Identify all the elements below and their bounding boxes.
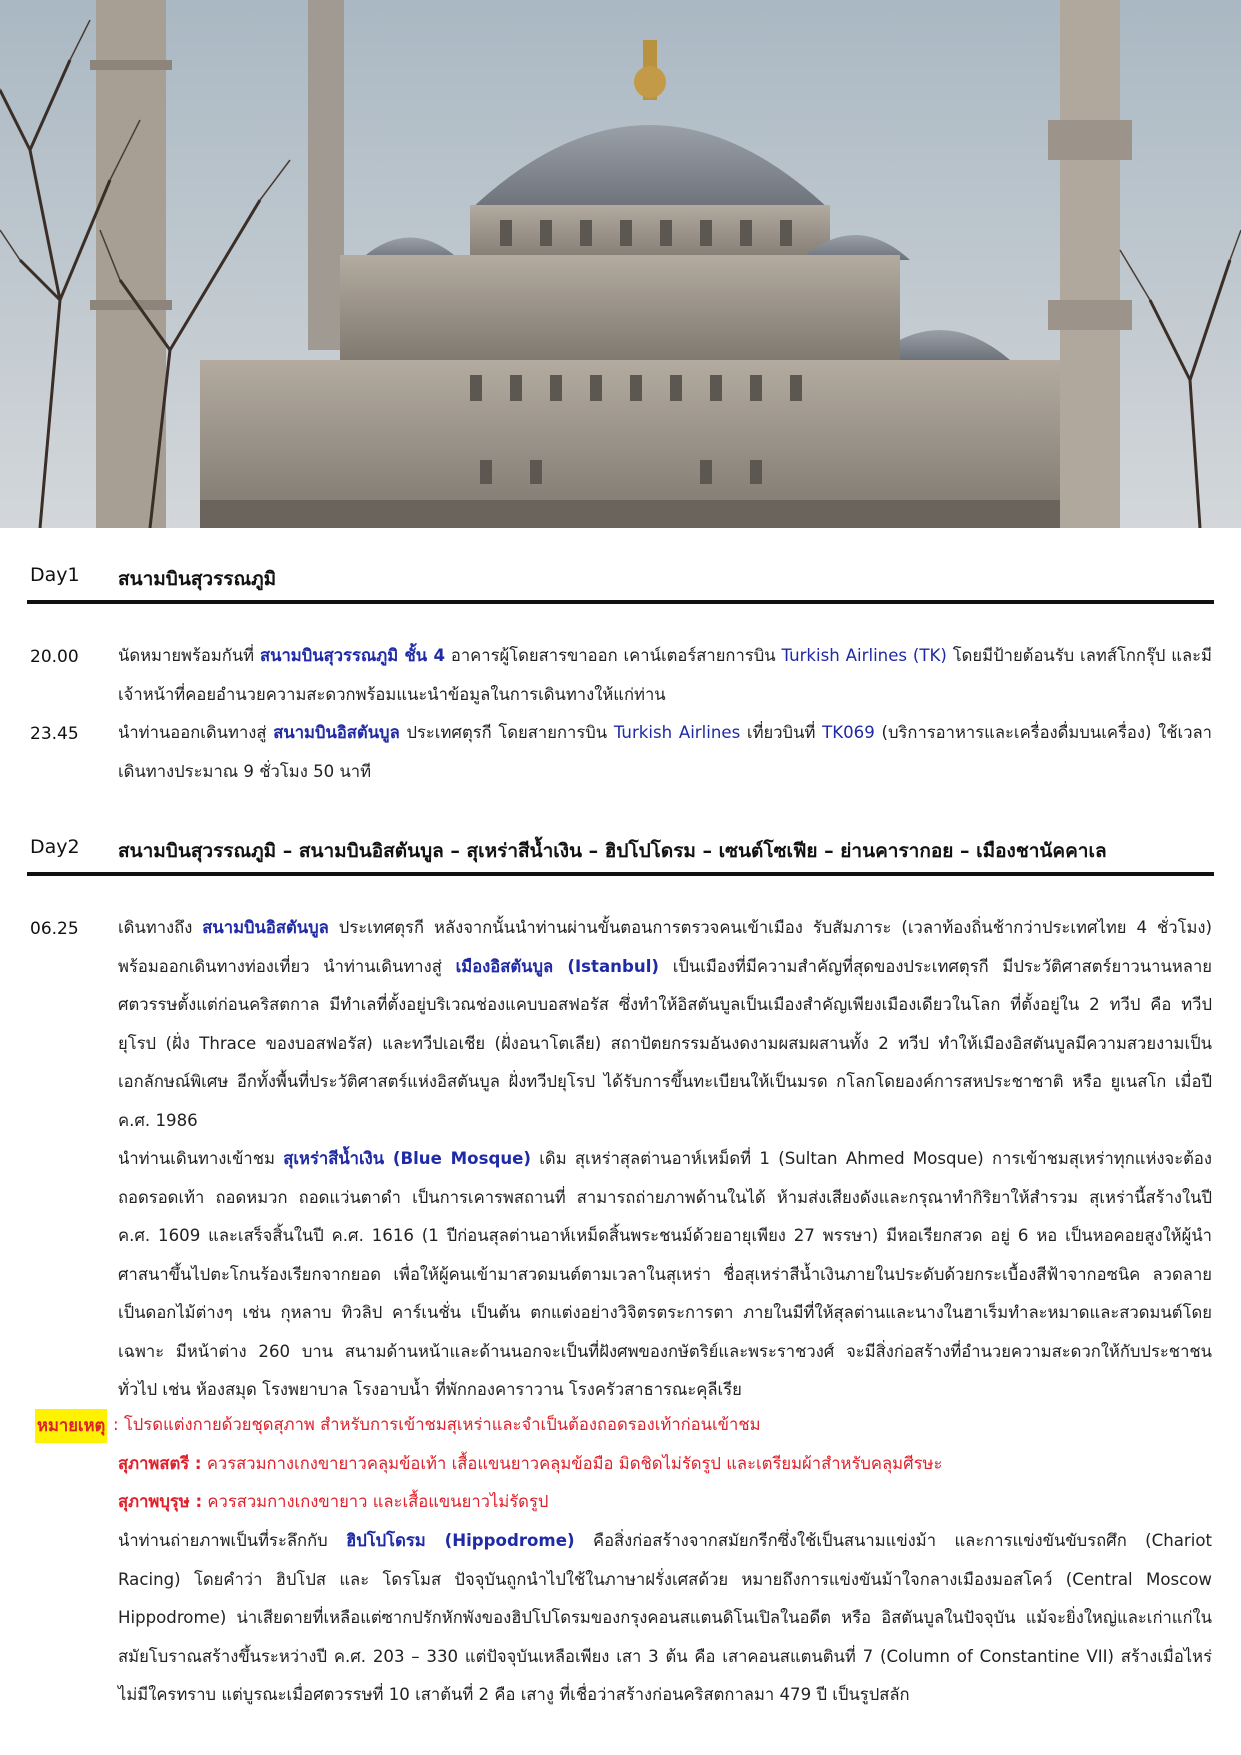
suvarnabhumi-highlight: สนามบินสุวรรณภูมิ ชั้น 4 [260, 646, 446, 665]
airline-highlight: Turkish Airlines (TK) [781, 646, 947, 665]
istanbul-city-highlight: เมืองอิสตันบูล (Istanbul) [455, 956, 659, 976]
women-dress-code [118, 1445, 942, 1484]
time-06-25: 06.25 [30, 919, 79, 939]
airline-highlight: Turkish Airlines [613, 723, 741, 742]
text-span: นัดหมายพร้อมกันที่ [118, 646, 260, 665]
text-span: อาคารผู้โดยสารขาออก เคาน์เตอร์สายการบิน [445, 646, 782, 665]
text-span: นำท่านเดินทางเข้าชม [118, 1149, 284, 1168]
istanbul-airport-highlight: สนามบินอิสตันบูล [273, 723, 400, 742]
day2-title: สนามบินสุวรรณภูมิ – สนามบินอิสตันบูล – สุเหร่าสีน้ำเงิน – ฮิปโปโดรม – เซนต์โซเฟีย – ย่านคารากอย – เมืองชานัคคาเล [118, 840, 1107, 862]
day2-arrival-text [118, 909, 1212, 1140]
text-span: เดิม สุเหร่าสุลต่านอาห์เหม็ดที่ 1 (Sultan Ahmed Mosque) การเข้าชมสุเหร่าทุกแห่งจะต้องถอดรอดเท้า ถอดหมวก ถอดแว่นตาดำ เป็นการเคารพสถานที่ สามารถถ่ายภาพด้านในได้ ห้ามส่งเสียงดังและกรุณาทำกิริยาให้สำรวม สุเหร่านี้สร้างในปี ค.ศ. 1609 และเสร็จสิ้นในปี ค.ศ. 1616 (1 ปีก่อนสุลต่านอาห์เหม็ดสิ้นพระชนม์ด้วยอายุเพียง 27 พรรษา) มีหอเรียกสวด อยู่ 6 หอ เป็นหอคอยสูงให้ผู้นำศาสนาขึ้นไปตะโกนร้องเรียกจากยอด เพื่อให้ผู้คนเข้ามาสวดมนต์ตามเวลาในสุเหร่า ชื่อสุเหร่าสีน้ำเงินภายในประดับด้วยกระเบื้องสีฟ้าจากอซนิค ลวดลายเป็นดอกไม้ต่างๆ เช่น กุหลาบ ทิวลิป คาร์เนชั่น เป็นต้น ตกแต่งอย่างวิจิตรตระการตา ภายในมีที่ให้สุลต่านและนางในฮาเร็มทำละหมาดและสวดมนต์โดยเฉพาะ มีหน้าต่าง 260 บาน สนามด้านหน้าและด้านนอกจะเป็นที่ฝังศพของกษัตริย์และพระราชวงศ์ จะมีสิ่งก่อสร้างที่อำนวยความสะดวกให้กับประชาชนทั่วไป เช่น ห้องสมุด โรงพยาบาล โรงอาบน้ำ ที่พักกองคาราวาน โรงครัวสาธารณะคุลีเรีย [118, 1149, 1212, 1399]
text-span: นำท่านออกเดินทางสู่ [118, 723, 274, 742]
day2-label: Day2 [30, 836, 80, 858]
blue-mosque-highlight: สุเหร่าสีน้ำเงิน (Blue Mosque) [283, 1149, 531, 1168]
text-span: เดินทางถึง [118, 918, 203, 937]
women-text: ควรสวมกางเกงขายาวคลุมข้อเท้า เสื้อแขนยาวคลุมข้อมือ มิดชิดไม่รัดรูป และเตรียมผ้าสำหรับคลุมศีรษะ [201, 1454, 943, 1473]
hippodrome-text [118, 1522, 1212, 1715]
day1-label: Day1 [30, 564, 80, 586]
men-label: สุภาพบุรุษ : [118, 1492, 203, 1511]
men-text: ควรสวมกางเกงขายาว และเสื้อแขนยาวไม่รัดรูป [202, 1492, 549, 1511]
women-label: สุภาพสตรี : [118, 1454, 202, 1473]
day1-item-2-text [118, 714, 1212, 791]
text-span: นำท่านถ่ายภาพเป็นที่ระลึกกับ [118, 1531, 347, 1550]
day2-header [27, 832, 1214, 876]
flight-number-highlight: TK069 [822, 723, 875, 742]
text-span: ประเทศตุรกี โดยสายการบิน [399, 723, 614, 742]
text-span: คือสิ่งก่อสร้างจากสมัยกรีกซึ่งใช้เป็นสนามแข่งม้า และการแข่งขันขับรถศึก (Chariot Racing) โดยคำว่า ฮิปโปส และ โดรโมส ปัจจุบันถูกนำไปใช้ในภาษาฝรั่งเศสด้วย หมายถึงการแข่งขันม้าใจกลางเมืองมอสโคว์ (Central Moscow Hippodrome) น่าเสียดายที่เหลือแต่ซากปรักหักพังของฮิปโปโดรมของกรุงคอนสแตนดิโนเปิลในอดีต หรือ อิสตันบูลในปัจจุบัน แม้จะยิ่งใหญ่และเก่าแก่ในสมัยโบราณสร้างขึ้นระหว่างปี ค.ศ. 203 – 330 แต่ปัจจุบันเหลือเพียง เสา 3 ต้น คือ เสาคอนสแตนตินที่ 7 (Column of Constantine VII) สร้างเมื่อไหร่ไม่มีใครทราบ แต่บูรณะเมื่อศตวรรษที่ 10 เสาต้นที่ 2 คือ เสางู ที่เชื่อว่าสร้างก่อนคริสตกาลมา 479 ปี เป็นรูปสลัก [118, 1531, 1212, 1704]
text-span: โดยมีป้ายต้อนรับ เลทส์โกกรุ๊ป และมีเจ้าหน้าที่คอยอำนวยความสะดวกพร้อมแนะนำข้อมูลในการเดินทางให้แก่ท่าน [118, 646, 1212, 704]
time-23-45: 23.45 [30, 724, 79, 744]
note-tag: หมายเหตุ [35, 1409, 107, 1443]
day1-header [27, 560, 1214, 604]
day1-item-1-text [118, 637, 1212, 714]
note-text: : โปรดแต่งกายด้วยชุดสุภาพ สำหรับการเข้าชมสุเหร่าและจำเป็นต้องถอดรองเท้าก่อนเข้าชม [113, 1415, 761, 1434]
hippodrome-highlight: ฮิปโปโดรม (Hippodrome) [346, 1531, 575, 1550]
hero-photo [0, 0, 1241, 528]
text-span: เป็นเมืองที่มีความสำคัญที่สุดของประเทศตุรกี มีประวัติศาสตร์ยาวนานหลายศตวรรษตั้งแต่ก่อนคริสตกาล มีทำเลที่ตั้งอยู่บริเวณช่องแคบบอสฟอรัส ซึ่งทำให้อิสตันบูลเป็นเมืองสำคัญเพียงเมืองเดียวในโลก ที่ตั้งอยู่ใน 2 ทวีป คือ ทวีปยุโรป (ฝั่ง Thrace ของบอสฟอรัส) และทวีปเอเชีย (ฝั่งอนาโตเลีย) สถาปัตยกรรมอันงดงามผสมผสานทั้ง 2 ทวีป ทำให้เมืองอิสตันบูลมีความสวยงามเป็นเอกลักษณ์พิเศษ อีกทั้งพื้นที่ประวัติศาสตร์แห่งอิสตันบูล ฝั่งทวีปยุโรป ได้รับการขึ้นทะเบียนให้เป็นมรด กโลกโดยองค์การสหประชาชาติ หรือ ยูเนสโก เมื่อปี ค.ศ. 1986 [118, 956, 1212, 1130]
text-span: (บริการอาหารและเครื่องดื่มบนเครื่อง) ใช้เวลาเดินทางประมาณ 9 ชั่วโมง 50 นาที [118, 723, 1213, 781]
text-span: เที่ยวบินที่ [740, 723, 823, 742]
day1-title: สนามบินสุวรรณภูมิ [118, 568, 277, 590]
men-dress-code [118, 1483, 548, 1522]
time-20-00: 20.00 [30, 647, 79, 667]
blue-mosque-text [118, 1140, 1212, 1410]
istanbul-airport-highlight: สนามบินอิสตันบูล [202, 918, 329, 937]
text-span: ประเทศตุรกี หลังจากนั้นนำท่านผ่านขั้นตอนการตรวจคนเข้าเมือง รับสัมภาระ (เวลาท้องถิ่นช้ากว่าประเทศไทย 4 ชั่วโมง) พร้อมออกเดินทางท่องเที่ยว นำท่านเดินทางสู่ [118, 918, 1213, 976]
mosque-illustration [0, 0, 1241, 528]
